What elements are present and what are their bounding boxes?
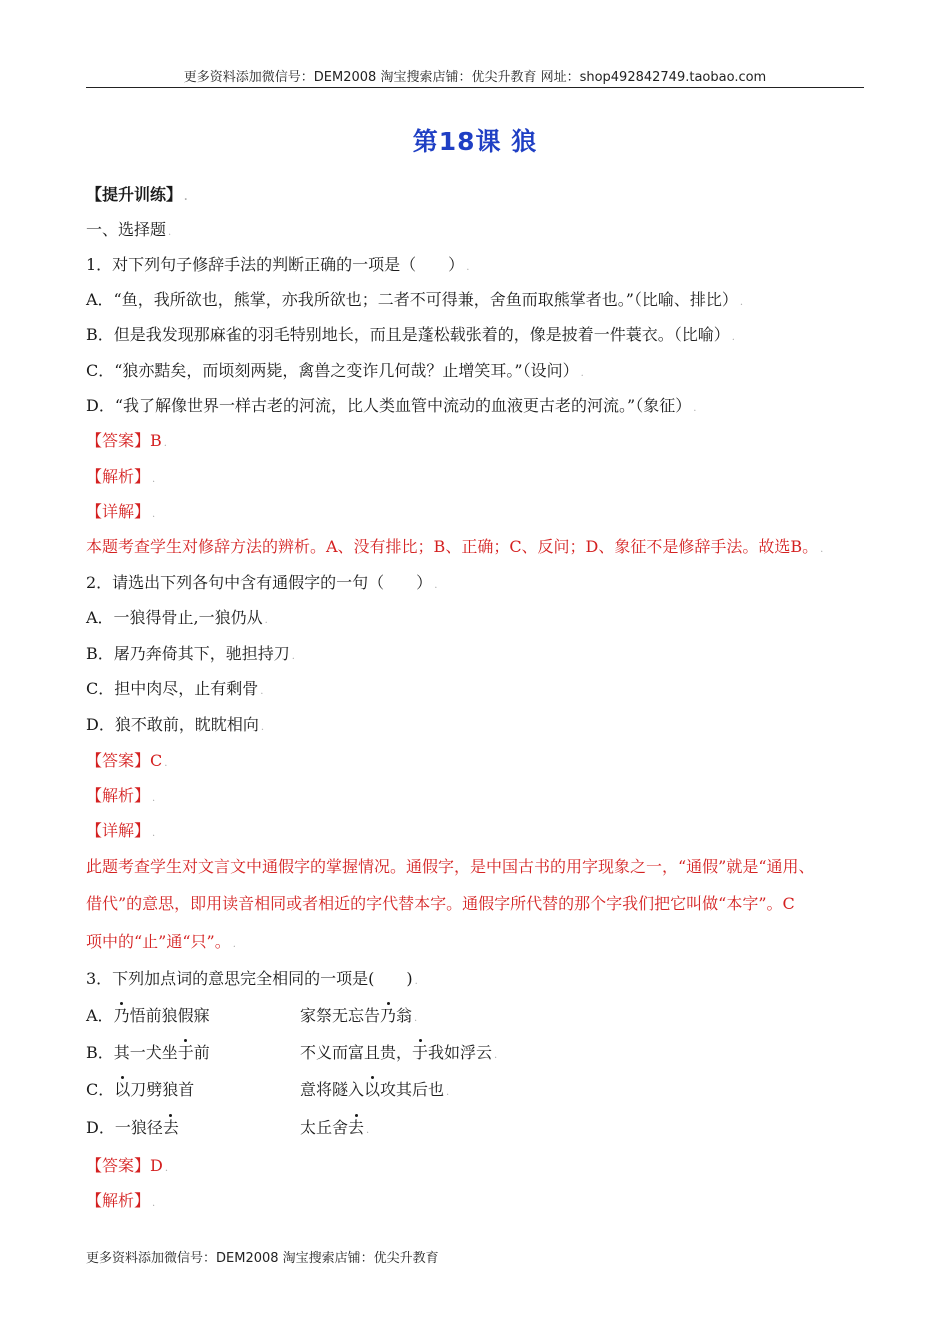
q3-option-a-right [300, 1005, 417, 1030]
q2-answer-text: 【答案】C [86, 751, 163, 770]
q3-d-right-pre: 太丘舍 [300, 1118, 349, 1137]
q3-d-label: D． [86, 1118, 115, 1137]
paragraph-mark-icon: . [434, 580, 438, 591]
page-footer: 更多资料添加微信号：DEM2008 淘宝搜索店铺：优尖升教育 [86, 1251, 439, 1266]
q3-c-right-post: 攻其后也 [380, 1080, 445, 1099]
q3-stem-text: 3．下列加点词的意思完全相同的一项是( ) [86, 969, 413, 988]
q3-stem [86, 968, 418, 993]
q1-option-a [86, 289, 743, 314]
q3-c-right-dotted: 以 [364, 1080, 381, 1099]
paragraph-mark-icon: . [152, 509, 156, 520]
q1-option-c [86, 360, 584, 385]
q2-option-d-text: D．狼不敢前，眈眈相向 [86, 715, 259, 734]
q3-option-b-right [300, 1042, 497, 1067]
q3-b-label: B． [86, 1043, 114, 1062]
q3-c-label: C． [86, 1080, 115, 1099]
q2-option-a [86, 607, 268, 632]
paragraph-mark-icon: . [820, 544, 824, 555]
paragraph-mark-icon: . [264, 615, 268, 626]
q3-a-right-pre: 家祭无忘告 [300, 1006, 381, 1025]
q2-option-c-text: C．担中肉尽，止有剩骨 [86, 679, 259, 698]
q1-analysis-text: 【解析】 [86, 467, 151, 486]
q3-option-c-right [300, 1079, 449, 1104]
q3-c-left-dotted: 以 [114, 1080, 131, 1099]
paragraph-mark-icon: . [446, 1087, 450, 1098]
q1-option-d-text: D．“我了解像世界一样古老的河流，比人类血管中流动的血液更古老的河流。”（象征） [86, 396, 692, 415]
q1-stem [86, 254, 469, 279]
paragraph-mark-icon: . [232, 939, 236, 950]
q2-option-b-text: B．屠乃奔倚其下，驰担持刀 [86, 644, 290, 663]
q3-c-right-pre: 意将隧入 [300, 1080, 365, 1099]
paragraph-mark-icon: . [164, 1163, 169, 1174]
paragraph-mark-icon: . [731, 332, 735, 343]
q3-b-right-post: 我如浮云 [428, 1043, 493, 1062]
q3-analysis-text: 【解析】 [86, 1191, 151, 1210]
q3-b-right-dotted: 于 [412, 1043, 429, 1062]
q2-option-c [86, 678, 263, 703]
q2-analysis [86, 785, 155, 810]
q1-analysis [86, 466, 155, 491]
paragraph-mark-icon: . [291, 651, 295, 662]
q3-a-left-dotted: 乃 [113, 1006, 130, 1025]
q3-option-a-left [86, 1005, 210, 1027]
q3-a-label: A． [86, 1006, 114, 1025]
paragraph-mark-icon: . [739, 297, 744, 308]
paragraph-mark-icon: . [466, 262, 470, 273]
paragraph-mark-icon: . [414, 1013, 418, 1024]
q1-option-a-text: A．“鱼，我所欲也，熊掌，亦我所欲也；二者不可得兼，舍鱼而取熊掌者也。”（比喻、排比） [86, 290, 738, 309]
q2-option-a-text: A．一狼得骨止,一狼仍从 [86, 608, 263, 627]
q1-answer-text: 【答案】B [86, 431, 162, 450]
paragraph-mark-icon: . [693, 403, 697, 414]
header-divider [86, 87, 864, 88]
paragraph-mark-icon: . [184, 192, 188, 203]
q3-b-left-post: 前 [193, 1043, 210, 1062]
q2-option-b [86, 643, 295, 668]
paragraph-mark-icon: . [260, 722, 265, 733]
q1-detail-text: 【详解】 [86, 502, 151, 521]
paragraph-mark-icon: . [168, 227, 172, 238]
paragraph-mark-icon: . [152, 474, 156, 485]
paragraph-mark-icon: . [152, 793, 156, 804]
q1-option-c-text: C．“狼亦黠矣，而顷刻两毙，禽兽之变诈几何哉？止增笑耳。”（设问） [86, 361, 579, 380]
q1-option-b-text: B．但是我发现那麻雀的羽毛特别地长，而且是蓬松载张着的，像是披着一件蓑衣。（比喻） [86, 325, 730, 344]
q3-d-left-pre: 一狼径 [114, 1118, 163, 1137]
section-label-text: 【提升训练】 [86, 185, 183, 204]
q3-answer [86, 1155, 168, 1180]
q1-option-b [86, 324, 735, 349]
q2-analysis-text: 【解析】 [86, 786, 151, 805]
q3-c-left-rest: 刀劈狼首 [130, 1080, 195, 1099]
q1-explanation-text: 本题考查学生对修辞方法的辨析。A、没有排比；B、正确；C、反问；D、象征不是修辞手法。故选B。 [86, 537, 819, 556]
q3-option-d-left [86, 1117, 179, 1139]
q2-stem [86, 572, 437, 597]
q2-explanation-line1: 此题考查学生对文言文中通假字的掌握情况。通假字，是中国古书的用字现象之一，“通假”就是“通用、 [86, 857, 815, 876]
paragraph-mark-icon: . [152, 828, 156, 839]
q2-answer [86, 750, 167, 775]
q3-a-right-dotted: 乃 [380, 1006, 397, 1025]
q3-b-right-pre: 不义而富且贵， [300, 1043, 413, 1062]
paragraph-mark-icon: . [494, 1050, 498, 1061]
part-label [86, 219, 171, 244]
q3-a-right-post: 翁 [396, 1006, 413, 1025]
q3-b-left-dotted: 于 [177, 1043, 194, 1062]
q3-analysis [86, 1190, 155, 1215]
q2-stem-text: 2．请选出下列各句中含有通假字的一句（ ） [86, 573, 433, 592]
paragraph-mark-icon: . [260, 686, 264, 697]
q1-detail [86, 501, 155, 526]
q1-explanation [86, 536, 823, 561]
q2-explanation-line3-text: 项中的“止”通“只”。 [86, 932, 231, 951]
q1-answer [86, 430, 167, 455]
q2-detail-text: 【详解】 [86, 821, 151, 840]
q2-option-d [86, 714, 264, 739]
page-title: 第18课 狼 [412, 127, 538, 156]
q3-d-left-dotted: 去 [162, 1118, 179, 1137]
paragraph-mark-icon: . [164, 758, 168, 769]
paragraph-mark-icon: . [163, 438, 167, 449]
q1-stem-text: 1．对下列句子修辞手法的判断正确的一项是（ ） [86, 255, 465, 274]
q3-option-d-right [300, 1117, 369, 1142]
paragraph-mark-icon: . [414, 976, 418, 987]
paragraph-mark-icon: . [366, 1125, 370, 1136]
q3-answer-text: 【答案】D [86, 1156, 163, 1175]
page-header: 更多资料添加微信号：DEM2008 淘宝搜索店铺：优尖升教育 网址：shop492842749.taobao.com [183, 70, 767, 85]
q2-explanation-line2: 借代”的意思，即用读音相同或者相近的字代替本字。通假字所代替的那个字我们把它叫做“本字”。C [86, 894, 795, 913]
paragraph-mark-icon: . [580, 368, 584, 379]
q3-b-left-pre: 其一犬坐 [113, 1043, 178, 1062]
q3-option-c-left [86, 1079, 194, 1101]
q3-d-right-dotted: 去 [348, 1118, 365, 1137]
q3-option-b-left [86, 1042, 210, 1064]
q2-detail [86, 820, 155, 845]
section-label [86, 184, 188, 209]
q3-a-left-rest: 悟前狼假寐 [129, 1006, 210, 1025]
paragraph-mark-icon: . [152, 1198, 156, 1209]
q1-option-d [86, 395, 696, 420]
q2-explanation-line3 [86, 931, 236, 956]
part-label-text: 一、选择题 [86, 220, 167, 239]
